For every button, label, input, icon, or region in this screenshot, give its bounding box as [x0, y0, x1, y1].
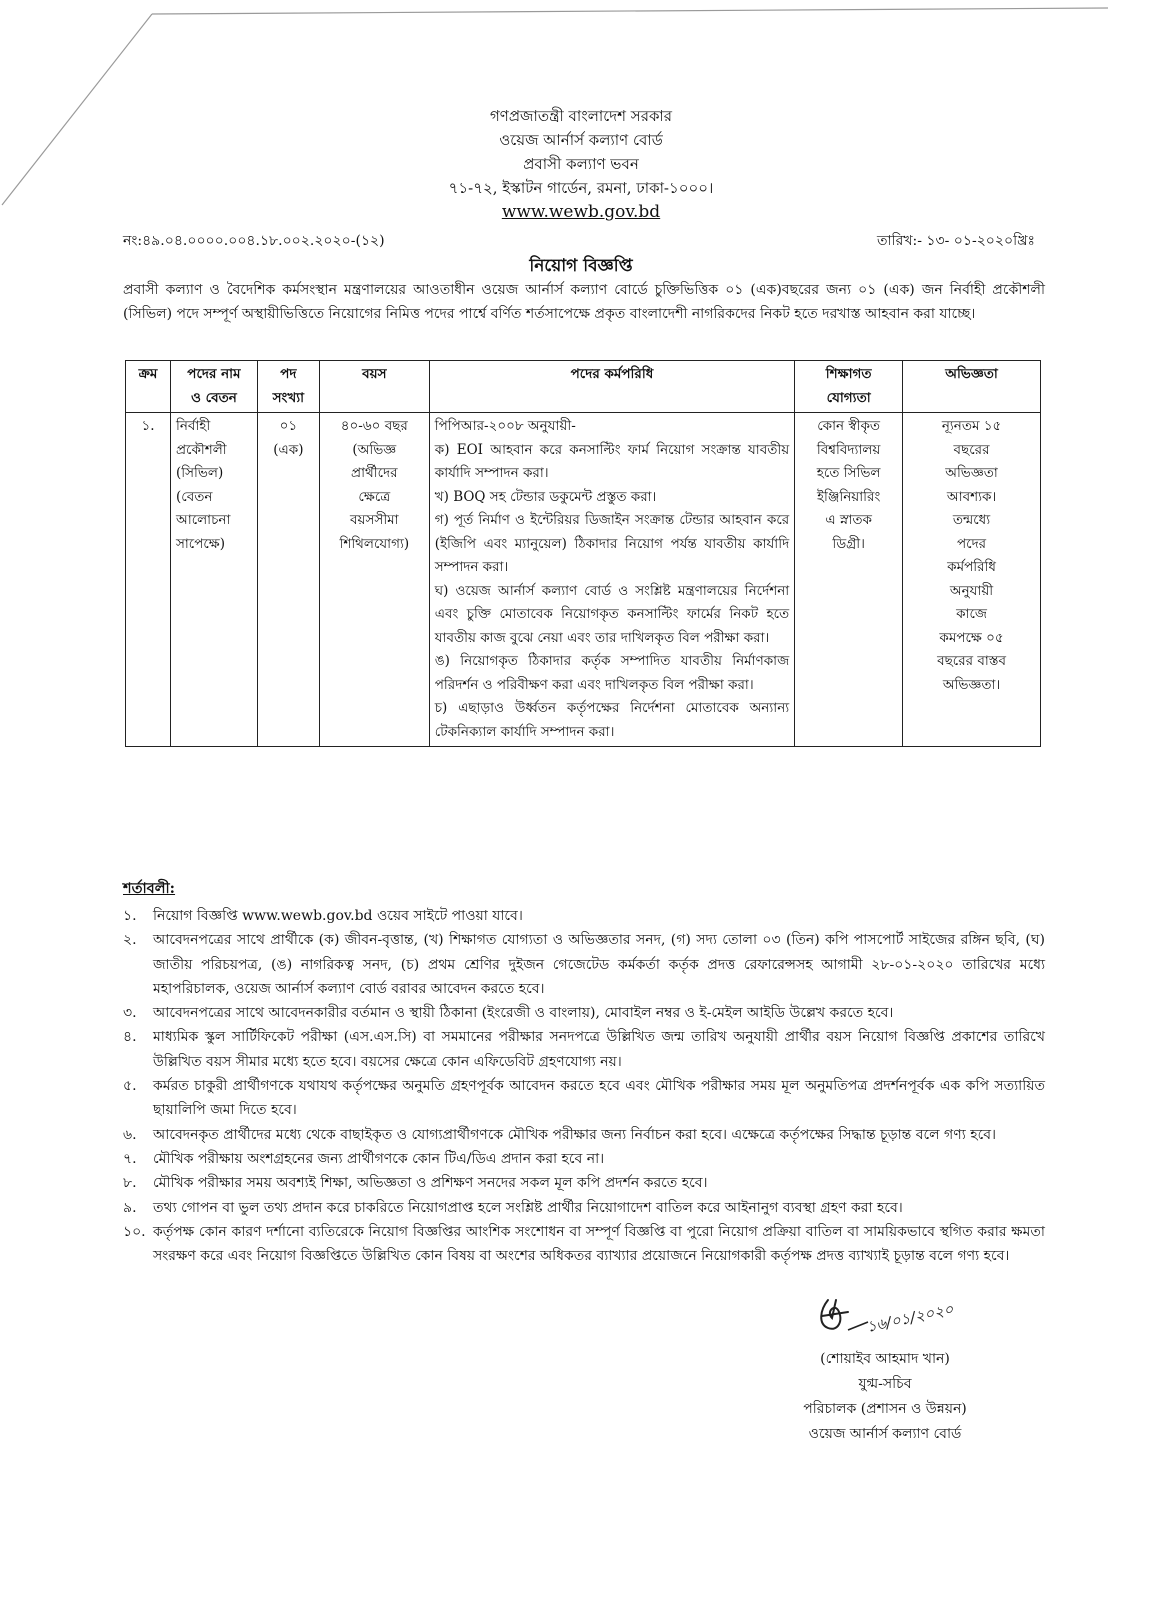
cell-experience: ন্যূনতম ১৫ বছরের অভিজ্ঞতা আবশ্যক। তন্মধ্যে পদের কর্মপরিধি অনুযায়ী কাজে কমপক্ষে ০৫ বছরের বাস্তব অভিজ্ঞতা। [903, 413, 1041, 747]
signature-block [735, 1347, 1035, 1447]
duty-item: খ) BOQ সহ টেন্ডার ডকুমেন্ট প্রস্তুত করা। [434, 488, 657, 505]
list-item: ৭. মৌখিক পরীক্ষায় অংশগ্রহনের জন্য প্রার্থীগণকে কোন টিএ/ডিএ প্রদান করা হবে না। [123, 1150, 605, 1167]
list-item: ৯. তথ্য গোপন বা ভুল তথ্য প্রদান করে চাকরিতে নিয়োগপ্রাপ্ত হলে সংশ্লিষ্ট প্রার্থীর নিয়োগাদেশ বাতিল করে আইনানুগ ব্যবস্থা গ্রহণ করা হবে। [123, 1199, 903, 1216]
page-title: নিয়োগ বিজ্ঞপ্তি [529, 256, 633, 276]
intro-paragraph: প্রবাসী কল্যাণ ও বৈদেশিক কর্মসংস্থান মন্ত্রণালয়ের আওতাধীন ওয়েজ আর্নার্স কল্যাণ বোর্ডে চুক্তিভিত্তিক ০১ (এক)বছরের জন্য ০১ (এক) জন নির্বাহী প্রকৌশলী (সিভিল) পদে সম্পূর্ণ অস্থায়ীভিত্তিতে নিয়োগের নিমিত্ত পদের পার্শ্বে বর্ণিত শর্তসাপেক্ষে প্রকৃত বাংলাদেশী নাগরিকদের নিকট হতে দরখাস্ত আহবান করা যাচ্ছে। [123, 282, 1045, 322]
duty-item: ঙ) নিয়োগকৃত ঠিকাদার কর্তৃক সম্পাদিত যাবতীয় নির্মাণকাজ পরিদর্শন ও পরিবীক্ষণ করা এবং দাখিলকৃত বিল পরীক্ষা করা। [434, 653, 790, 693]
signer-org: ওয়েজ আর্নার্স কল্যাণ বোর্ড [808, 1426, 962, 1442]
cell-post: নির্বাহী প্রকৌশলী (সিভিল) (বেতন আলোচনা সাপেক্ষে) [170, 413, 257, 747]
handwritten-signature [798, 1292, 998, 1342]
vacancy-table [125, 360, 1041, 747]
col-serial: ক্রম [126, 361, 171, 413]
cell-age: ৪০-৬০ বছর (অভিজ্ঞ প্রার্থীদের ক্ষেত্রে বয়সসীমা শিথিলযোগ্য) [319, 413, 429, 747]
govt-name: গণপ্রজাতন্ত্রী বাংলাদেশ সরকার [489, 107, 673, 125]
cell-duties [429, 413, 794, 747]
terms-heading: শর্তাবলী: [123, 880, 176, 897]
letterhead [0, 104, 1162, 224]
signer-role: পরিচালক (প্রশাসন ও উন্নয়ন) [803, 1401, 967, 1417]
website-link[interactable]: www.wewb.gov.bd [501, 202, 661, 222]
list-item: ১. নিয়োগ বিজ্ঞপ্তি www.wewb.gov.bd ওয়েব সাইটে পাওয়া যাবে। [123, 908, 523, 924]
signature-date: ১৬/০১/২০২০ [865, 1299, 956, 1336]
col-experience: অভিজ্ঞতা [903, 361, 1041, 413]
list-item: ৫. কর্মরত চাকুরী প্রার্থীগণকে যথাযথ কর্তৃপক্ষের অনুমতি গ্রহণপূর্বক আবেদন করতে হবে এবং মৌখিক পরীক্ষার সময় মূল অনুমতিপত্র প্রদর্শনপূর্বক এক কপি সত্যায়িত ছায়ালিপি জমা দিতে হবে। [123, 1078, 1045, 1119]
list-item: ৪. মাধ্যমিক স্কুল সার্টিফিকেট পরীক্ষা (এস.এস.সি) বা সমমানের পরীক্ষার সনদপত্রে উল্লিখিত জন্ম তারিখ অনুযায়ী প্রার্থীর বয়স নিয়োগ বিজ্ঞপ্তি প্রকাশের তারিখে উল্লিখিত বয়স সীমার মধ্যে হতে হবে। বয়সের ক্ষেত্রে কোন এফিডেবিট গ্রহণযোগ্য নয়। [123, 1029, 1045, 1070]
col-age: বয়স [319, 361, 429, 413]
list-item: ৬. আবেদনকৃত প্রার্থীদের মধ্যে থেকে বাছাইকৃত ও যোগ্যপ্রার্থীগণকে মৌখিক পরীক্ষার জন্য নির্বাচন করা হবে। এক্ষেত্রে কর্তৃপক্ষের সিদ্ধান্ত চূড়ান্ত বলে গণ্য হবে। [123, 1126, 996, 1143]
building-name: প্রবাসী কল্যাণ ভবন [523, 155, 639, 173]
cell-serial: ১. [126, 413, 171, 747]
memo-number: নং:৪৯.০৪.০০০০.০০৪.১৮.০০২.২০২০-(১২) [123, 233, 385, 249]
duty-item: গ) পূর্ত নির্মাণ ও ইন্টেরিয়র ডিজাইন সংক্রান্ত টেন্ডার আহবান করে (ইজিপি এবং ম্যানুয়েল) ঠিকাদার নিয়োগ পর্যন্ত যাবতীয় কার্যাদি সম্পাদন করা। [434, 512, 790, 575]
duty-item: ক) EOI আহবান করে কনসাল্টিং ফার্ম নিয়োগ সংক্রান্ত যাবতীয় কার্যাদি সম্পাদন করা। [434, 441, 790, 481]
duty-item: পিপিআর-২০০৮ অনুযায়ী- [434, 418, 576, 434]
cell-count: ০১ (এক) [257, 413, 319, 747]
address: ৭১-৭২, ইস্কাটন গার্ডেন, রমনা, ঢাকা-১০০০। [448, 179, 714, 197]
terms-list [123, 904, 1045, 1268]
list-item: ২. আবেদনপত্রের সাথে প্রার্থীকে (ক) জীবন-বৃত্তান্ত, (খ) শিক্ষাগত যোগ্যতা ও অভিজ্ঞতার সনদ, (গ) সদ্য তোলা ০৩ (তিন) কপি পাসপোর্ট সাইজের রঙ্গিন ছবি, (ঘ) জাতীয় পরিচয়পত্র, (ঙ) নাগরিকত্ব সনদ, (চ) প্রথম শ্রেণির দুইজন গেজেটেড কর্মকর্তা কর্তৃক প্রদত্ত রেফারেন্সসহ আগামী ২৮-০১-২০২০ তারিখের মধ্যে মহাপরিচালক, ওয়েজ আর্নার্স কল্যাণ বোর্ড বরাবর আবেদন করতে হবে। [123, 932, 1045, 997]
signer-name: (শোয়াইব আহমাদ খান) [820, 1351, 950, 1367]
list-item: ৩. আবেদনপত্রের সাথে আবেদনকারীর বর্তমান ও স্থায়ী ঠিকানা (ইংরেজী ও বাংলায়), মোবাইল নম্বর ও ই-মেইল আইডি উল্লেখ করতে হবে। [123, 1005, 894, 1022]
col-count: পদ সংখ্যা [257, 361, 319, 413]
col-duties: পদের কর্মপরিধি [429, 361, 794, 413]
memo-date: তারিখ:- ১৩- ০১-২০২০খ্রিঃ [877, 233, 1035, 249]
duty-item: ঘ) ওয়েজ আর্নার্স কল্যাণ বোর্ড ও সংশ্লিষ্ট মন্ত্রণালয়ের নির্দেশনা এবং চুক্তি মোতাবেক নিয়োগকৃত কনসাল্টিং ফার্মের নিকট হতে যাবতীয় কাজ বুঝে নেয়া এবং তার দাখিলকৃত বিল পরীক্ষা করা। [434, 582, 790, 646]
table-row [126, 413, 1041, 747]
col-post: পদের নাম ও বেতন [170, 361, 257, 413]
list-item: ৮. মৌখিক পরীক্ষার সময় অবশ্যই শিক্ষা, অভিজ্ঞতা ও প্রশিক্ষণ সনদের সকল মূল কপি প্রদর্শন করতে হবে। [123, 1175, 708, 1192]
col-education: শিক্ষাগত যোগ্যতা [795, 361, 903, 413]
list-item: ১০. কর্তৃপক্ষ কোন কারণ দর্শানো ব্যতিরেকে নিয়োগ বিজ্ঞপ্তির আংশিক সংশোধন বা সম্পূর্ণ বিজ্ঞপ্তি বা পুরো নিয়োগ প্রক্রিয়া বাতিল বা সাময়িকভাবে স্থগিত করার ক্ষমতা সংরক্ষণ করে এবং নিয়োগ বিজ্ঞপ্তিতে উল্লিখিত কোন বিষয় বা অংশের অধিকতর ব্যাখ্যার প্রয়োজনে নিয়োগকারী কর্তৃপক্ষ প্রদত্ত ব্যাখ্যাই চূড়ান্ত বলে গণ্য হবে। [123, 1223, 1045, 1265]
duty-item: চ) এছাড়াও উর্ধ্বতন কর্তৃপক্ষের নির্দেশনা মোতাবেক অন্যান্য টেকনিক্যাল কার্যাদি সম্পাদন করা। [434, 700, 790, 740]
board-name: ওয়েজ আর্নার্স কল্যাণ বোর্ড [499, 131, 663, 149]
signer-designation: যুগ্ম-সচিব [858, 1376, 912, 1392]
table-header-row [126, 361, 1041, 413]
cell-education: কোন স্বীকৃত বিশ্ববিদ্যালয় হতে সিভিল ইঞ্জিনিয়ারিং এ স্নাতক ডিগ্রী। [795, 413, 903, 747]
